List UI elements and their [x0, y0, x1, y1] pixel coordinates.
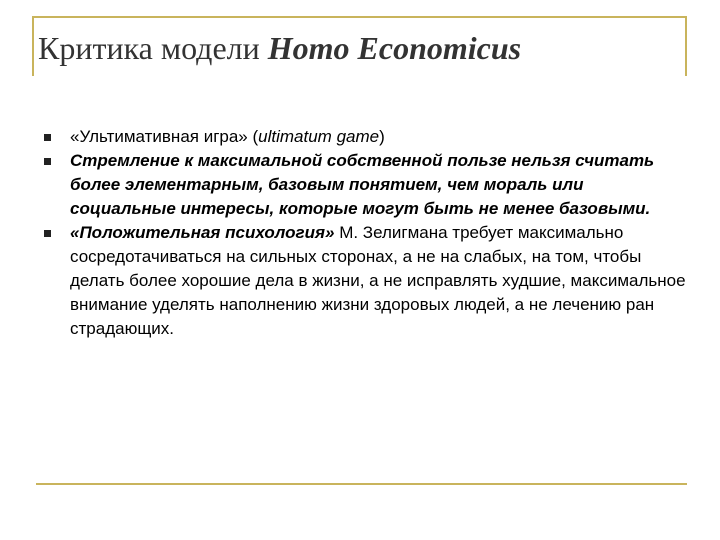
square-bullet-icon [44, 158, 51, 165]
title-italic: Homo Economicus [267, 30, 522, 66]
square-bullet-icon [44, 134, 51, 141]
slide-title [38, 30, 678, 66]
bullet-1-text-a: «Ультимативная игра» ( [70, 127, 259, 146]
bullet-1-text-c: ) [379, 127, 385, 146]
bullet-2-text: Стремление к максимальной собственной пользе нельзя считать более элементарным, базовым понятием, чем мораль или социальные интересы, которые могут быть не менее базовыми. [70, 151, 655, 218]
title-main: Критика модели [38, 30, 260, 66]
bullet-3-text-bold: «Положительная психология» [70, 223, 335, 242]
bullet-3-text-rest: М. Зелигмана требует максимально сосредотачиваться на сильных сторонах, а не на слабых, на том, чтобы делать более хорошие дела в жизни, а не исправлять худшие, максимальное внимание уделять наполнению жизни здоровых людей, а не лечению ран страдающих. [70, 223, 686, 338]
bullet-1-text-italic: ultimatum game [258, 127, 380, 146]
bullet-item-1 [36, 125, 686, 149]
frame-right-line [685, 16, 687, 76]
bullet-item-3 [36, 221, 686, 341]
frame-bottom-line [36, 483, 687, 485]
bullet-list [36, 125, 686, 341]
frame-left-line [32, 16, 34, 76]
bullet-item-2 [36, 149, 686, 221]
frame-top-line [32, 16, 687, 18]
square-bullet-icon [44, 230, 51, 237]
